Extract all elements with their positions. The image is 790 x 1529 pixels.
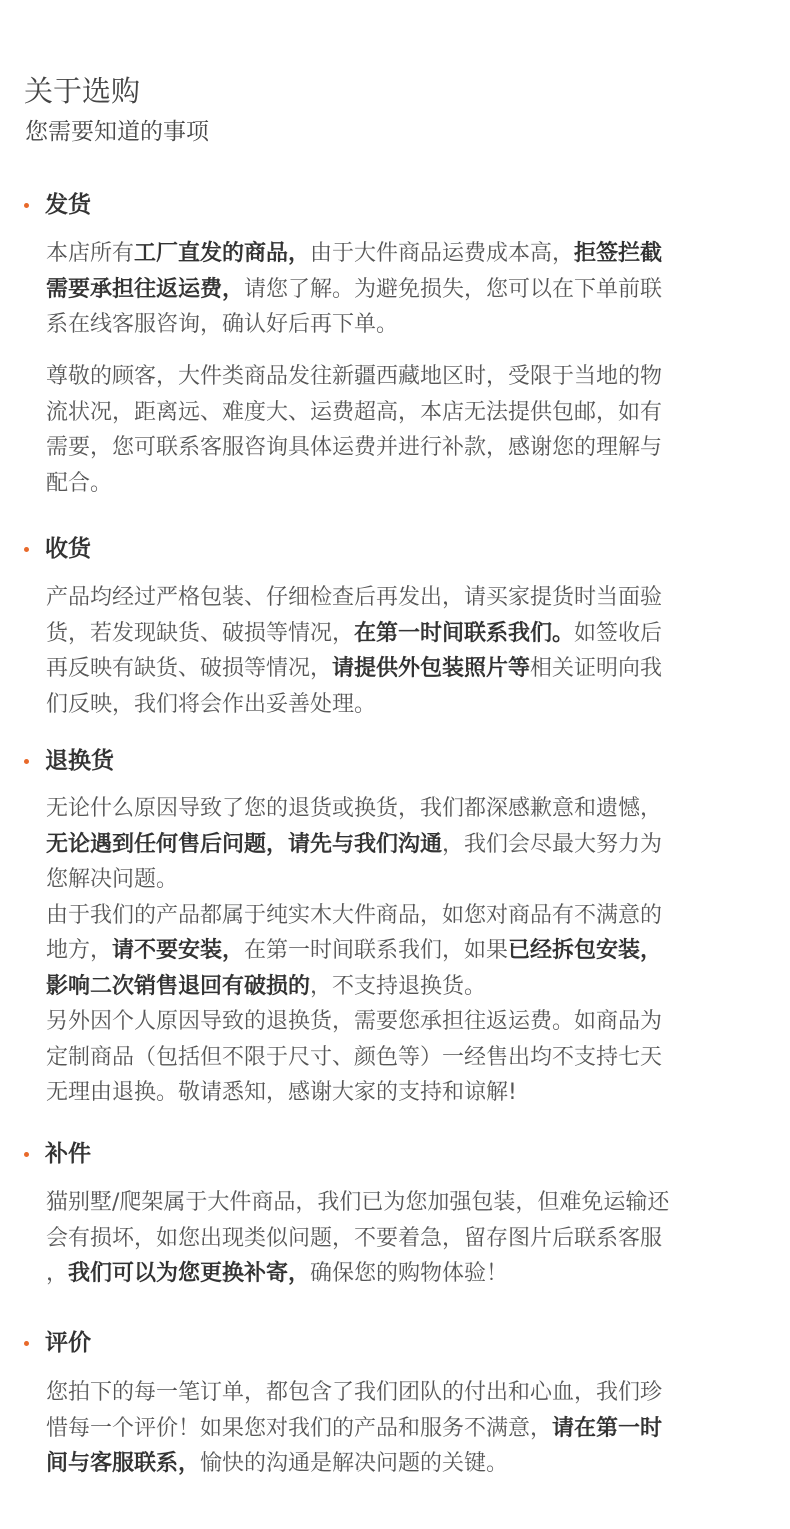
body-text: 无理由退换。敬请悉知，感谢大家的支持和谅解!: [46, 1080, 517, 1105]
page-subtitle: 您需要知道的事项: [25, 119, 209, 145]
paragraph-line: [46, 272, 766, 308]
body-text: 会有损坏，如您出现类似问题，不要着急，留存图片后联系客服: [46, 1225, 663, 1251]
emphasis-text: 我们可以为您更换补寄，: [68, 1261, 311, 1286]
section-title: 收货: [45, 536, 91, 562]
emphasis-text: 影响二次销售退回有破损的: [46, 973, 311, 999]
body-text: 再反映有缺货、破损等情况，: [46, 656, 333, 681]
paragraph-line: [46, 827, 766, 863]
paragraph-line: [46, 1411, 766, 1447]
body-text: 货，若发现缺货、破损等情况，: [46, 620, 355, 646]
emphasis-text: 在第一时间联系我们。: [354, 620, 575, 646]
section-paragraph: [46, 580, 766, 722]
paragraph-line: [46, 687, 766, 723]
paragraph-line: [46, 1040, 766, 1076]
section-heading-receiving: [24, 532, 91, 566]
paragraph-line: [46, 307, 766, 343]
paragraph-line: [46, 862, 766, 898]
page-title: 关于选购: [24, 74, 141, 108]
body-text: 配合。: [46, 470, 113, 496]
emphasis-text: 无论遇到任何售后问题，请先与我们沟通: [46, 831, 443, 857]
paragraph-line: [46, 580, 766, 616]
paragraph-line: [46, 1256, 766, 1292]
body-text: 尊敬的顾客，大件类商品发往新疆西藏地区时，受限于当地的物: [46, 364, 663, 389]
section-title: 评价: [45, 1330, 91, 1356]
body-text: 定制商品（包括但不限于尺寸、颜色等）一经售出均不支持七天: [46, 1044, 663, 1070]
body-text: 地方，: [46, 938, 113, 963]
body-text: 流状况，距离远、难度大、运费超高，本店无法提供包邮，如有: [46, 399, 663, 425]
body-text: 系在线客服咨询，确认好后再下单。: [46, 312, 399, 337]
emphasis-text: 拒签拦截: [574, 241, 663, 266]
body-text: ，我们会尽最大努力为: [442, 831, 663, 857]
emphasis-text: 已经拆包安装，: [508, 938, 663, 963]
paragraph-line: [46, 466, 766, 502]
body-text: ，: [46, 1261, 69, 1286]
body-text: 由于我们的产品都属于纯实木大件商品，如您对商品有不满意的: [46, 902, 663, 928]
body-text: 们反映，我们将会作出妥善处理。: [46, 691, 377, 717]
emphasis-text: 工厂直发的商品，: [134, 241, 311, 266]
section-paragraph: [46, 791, 766, 1111]
body-text: 另外因个人原因导致的退换货，需要您承担往返运费。如商品为: [46, 1009, 663, 1034]
body-text: 确保您的购物体验！: [310, 1261, 509, 1286]
emphasis-text: 请提供外包装照片等: [332, 656, 531, 681]
section-title: 退换货: [45, 748, 114, 774]
body-text: 产品均经过严格包装、仔细检查后再发出，请买家提货时当面验: [46, 585, 663, 610]
body-text: 愉快的沟通是解决问题的关键。: [200, 1451, 509, 1476]
body-text: 如签收后: [574, 620, 663, 646]
emphasis-text: 请在第一时: [552, 1415, 663, 1441]
paragraph-line: [46, 1375, 766, 1411]
paragraph-line: [46, 1185, 766, 1221]
section-paragraph: [46, 236, 766, 343]
paragraph-line: [46, 1446, 766, 1482]
paragraph-line: [46, 359, 766, 395]
body-text: 本店所有: [46, 241, 135, 266]
section-heading-shipping: [24, 188, 91, 222]
section-heading-returns: [24, 744, 114, 778]
paragraph-line: [46, 791, 766, 827]
section-heading-replacement: [24, 1137, 91, 1171]
section-paragraph: [46, 1185, 766, 1292]
paragraph-line: [46, 969, 766, 1005]
bullet-dot-icon: [24, 759, 29, 764]
body-text: 相关证明向我: [530, 656, 663, 681]
emphasis-text: 请不要安装，: [112, 938, 245, 963]
bullet-dot-icon: [24, 547, 29, 552]
paragraph-line: [46, 898, 766, 934]
paragraph-line: [46, 430, 766, 466]
body-text: 猫别墅/爬架属于大件商品，我们已为您加强包装，但难免运输还: [46, 1190, 670, 1215]
paragraph-line: [46, 1221, 766, 1257]
paragraph-line: [46, 395, 766, 431]
section-paragraph: [46, 1375, 766, 1482]
paragraph-line: [46, 1075, 766, 1111]
body-text: 在第一时间联系我们，如果: [244, 938, 509, 963]
body-text: 由于大件商品运费成本高，: [310, 241, 575, 266]
bullet-dot-icon: [24, 203, 29, 208]
section-title: 补件: [45, 1141, 91, 1167]
bullet-dot-icon: [24, 1152, 29, 1157]
section-heading-reviews: [24, 1326, 91, 1360]
body-text: 需要，您可联系客服咨询具体运费并进行补款，感谢您的理解与: [46, 435, 663, 460]
paragraph-line: [46, 236, 766, 272]
body-text: 您解决问题。: [46, 867, 179, 892]
paragraph-line: [46, 651, 766, 687]
paragraph-line: [46, 1004, 766, 1040]
body-text: 请您了解。为避免损失，您可以在下单前联: [244, 276, 663, 302]
body-text: 无论什么原因导致了您的退货或换货，我们都深感歉意和遗憾，: [46, 796, 663, 821]
body-text: ，不支持退换货。: [310, 973, 487, 999]
section-title: 发货: [45, 192, 91, 218]
section-paragraph: [46, 359, 766, 501]
bullet-dot-icon: [24, 1341, 29, 1346]
body-text: 惜每一个评价！如果您对我们的产品和服务不满意，: [46, 1415, 553, 1441]
body-text: 您拍下的每一笔订单，都包含了我们团队的付出和心血，我们珍: [46, 1380, 663, 1405]
emphasis-text: 间与客服联系，: [46, 1451, 201, 1476]
paragraph-line: [46, 933, 766, 969]
emphasis-text: 需要承担往返运费，: [46, 276, 245, 302]
paragraph-line: [46, 616, 766, 652]
